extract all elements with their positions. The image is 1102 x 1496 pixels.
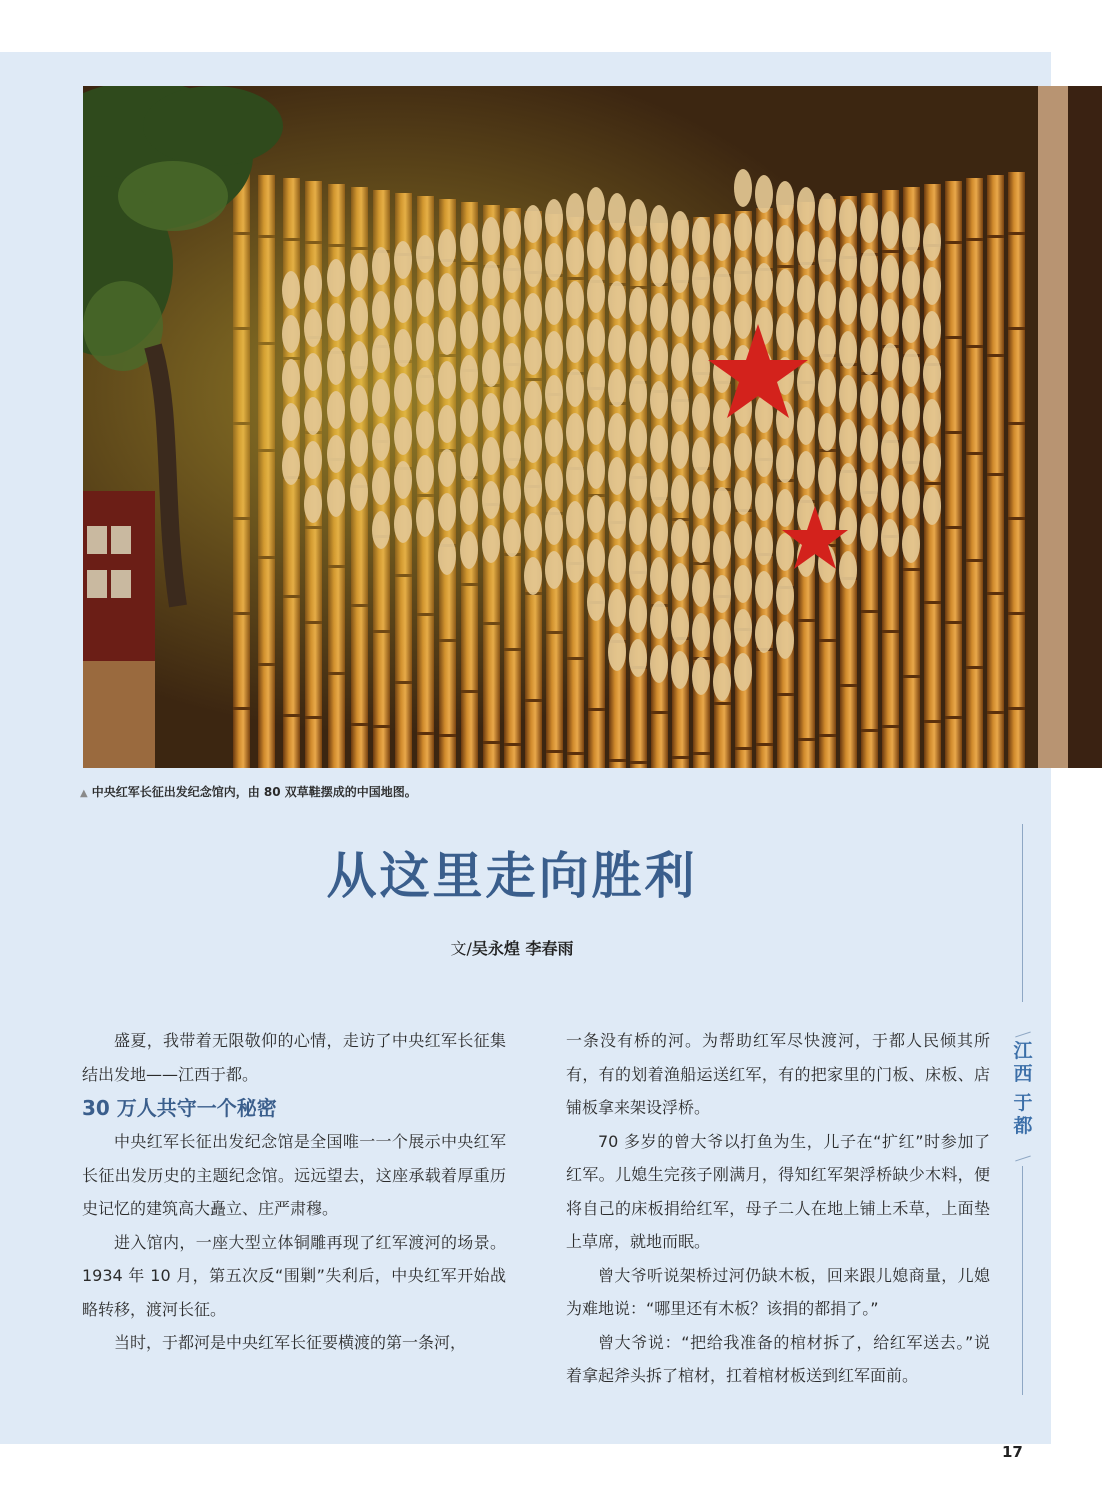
article-title: 从这里走向胜利 — [326, 846, 698, 905]
body-paragraph: 曾大爷说：“把给我准备的棺材拆了，给红军送去。”说着拿起斧头拆了棺材，扛着棺材板送到红军面前。 — [566, 1332, 990, 1385]
section-tag: 江 西 于 都 — [1013, 1040, 1033, 1137]
section-subheading: 30 万人共守一个秘密 — [82, 1096, 277, 1120]
page-number: 17 — [1002, 1443, 1023, 1461]
article-photo — [83, 86, 1102, 768]
margin-rule-bottom — [1022, 1166, 1023, 1395]
body-paragraph: 进入馆内，一座大型立体铜雕再现了红军渡河的场景。1934 年 10 月，第五次反“围剿”失利后，中央红军开始战略转移，渡河长征。 — [82, 1232, 506, 1319]
text-column-left — [82, 1024, 506, 1360]
triangle-marker-icon: ▲ — [80, 788, 88, 799]
margin-rule-top — [1022, 824, 1023, 1002]
article-byline: 文/吴永煌 李春雨 — [450, 939, 574, 958]
straw-sandals-map-image — [83, 86, 1102, 768]
body-paragraph: 中央红军长征出发纪念馆是全国唯一一个展示中央红军长征出发历史的主题纪念馆。远远望去，这座承载着厚重历史记忆的建筑高大矗立、庄严肃穆。 — [82, 1132, 506, 1218]
body-paragraph: 盛夏，我带着无限敬仰的心情，走访了中央红军长征集结出发地——江西于都。 — [82, 1031, 506, 1084]
body-paragraph: 曾大爷听说架桥过河仍缺木板，回来跟儿媳商量，儿媳为难地说：“哪里还有木板？该捐的都捐了。” — [566, 1265, 990, 1318]
body-paragraph: 当时，于都河是中央红军长征要横渡的第一条河， — [114, 1333, 467, 1352]
photo-caption: ▲ 中央红军长征出发纪念馆内，由 80 双草鞋摆成的中国地图。 — [80, 785, 417, 799]
body-paragraph: 一条没有桥的河。为帮助红军尽快渡河，于都人民倾其所有，有的划着渔船运送红军，有的把家里的门板、床板、店铺板拿来架设浮桥。 — [566, 1031, 990, 1117]
text-column-right — [566, 1024, 990, 1393]
body-paragraph: 70 多岁的曾大爷以打鱼为生，儿子在“扩红”时参加了红军。儿媳生完孩子刚满月，得知红军架浮桥缺少木料，便将自己的床板捐给红军，母子二人在地上铺上禾草，上面垫上草席，就地而眠。 — [566, 1131, 990, 1251]
